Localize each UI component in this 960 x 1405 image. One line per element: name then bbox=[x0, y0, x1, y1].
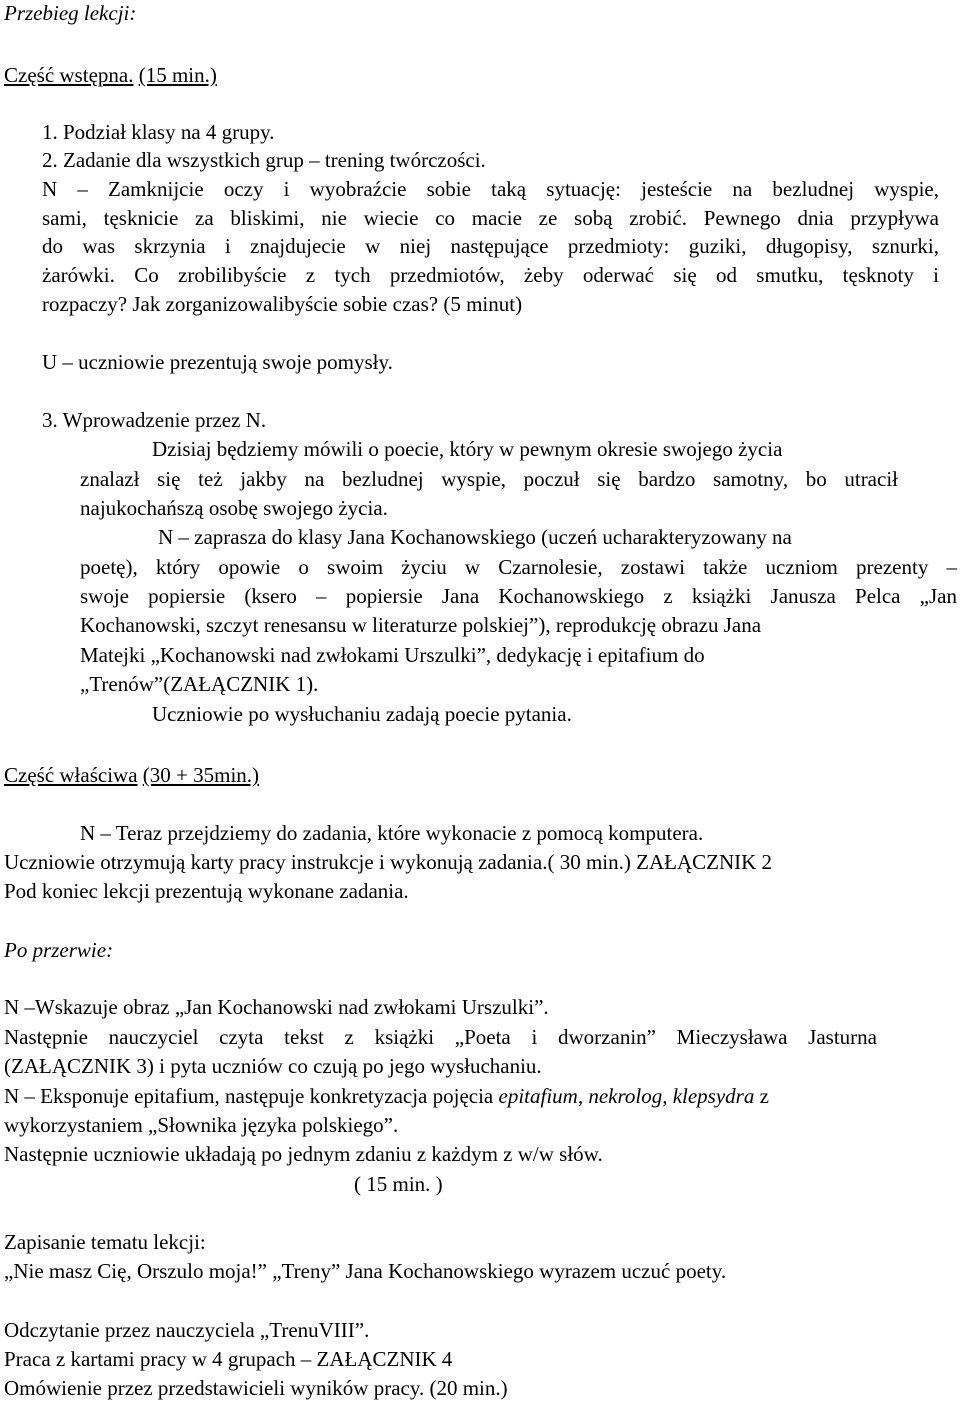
task-line: do was skrzynia i znajdujecie w niej następujące przedmioty: guziki, długopisy, sznurki, bbox=[42, 234, 939, 258]
list-item-3: 3. Wprowadzenie przez N. bbox=[42, 408, 267, 432]
epitaph-line bbox=[4, 1083, 769, 1109]
intro-section-time: (15 min.) bbox=[138, 63, 217, 87]
guest-paragraph-line: poetę), który opowie o swoim życiu w Czarnolesie, zostawi także uczniom prezenty – bbox=[80, 555, 957, 579]
lesson-flow-heading: Przebieg lekcji: bbox=[4, 1, 137, 25]
guest-paragraph-line: N – zaprasza do klasy Jana Kochanowskiego (uczeń ucharakteryzowany na bbox=[158, 525, 792, 549]
after-break-line: Następnie uczniowie układają po jednym zdaniu z każdym z w/w słów. bbox=[4, 1142, 603, 1166]
main-section-time: (30 + 35min.) bbox=[142, 763, 260, 787]
main-section-line: Uczniowie otrzymują karty pracy instrukcje i wykonują zadania.( 30 min.) ZAŁĄCZNIK 2 bbox=[4, 850, 773, 874]
epitaph-line-start: N – Eksponuje epitafium, następuje konkretyzacja pojęcia bbox=[4, 1084, 499, 1108]
after-break-line: wykorzystaniem „Słownika języka polskiego”. bbox=[4, 1113, 399, 1137]
list-item-1: 1. Podział klasy na 4 grupy. bbox=[42, 120, 275, 144]
task-line: żarówki. Co zrobilibyście z tych przedmiotów, żeby oderwać się od smutku, tęsknoty i bbox=[42, 263, 939, 287]
guest-paragraph-line: swoje popiersie (ksero – popiersie Jana Kochanowskiego z książki Janusza Pelca „Jan bbox=[80, 584, 957, 608]
after-break-line: (ZAŁĄCZNIK 3) i pyta uczniów co czują po jego wysłuchaniu. bbox=[4, 1054, 542, 1078]
intro-paragraph-line: Dzisiaj będziemy mówili o poecie, który w pewnym okresie swojego życia bbox=[152, 437, 783, 461]
list-item-2: 2. Zadanie dla wszystkich grup – trening twórczości. bbox=[42, 148, 486, 172]
epitaph-line-end: z bbox=[754, 1084, 769, 1108]
after-break-line: Następnie nauczyciel czyta tekst z książki „Poeta i dworzanin” Mieczysława Jasturna bbox=[4, 1025, 877, 1049]
topic-heading: Zapisanie tematu lekcji: bbox=[4, 1230, 206, 1254]
main-section-line: Pod koniec lekcji prezentują wykonane zadania. bbox=[4, 879, 409, 903]
intro-paragraph-line: najukochańszą osobę swojego życia. bbox=[80, 496, 388, 520]
after-break-heading: Po przerwie: bbox=[4, 938, 114, 962]
closing-line: Praca z kartami pracy w 4 grupach – ZAŁĄCZNIK 4 bbox=[4, 1347, 453, 1371]
students-present-line: U – uczniowie prezentują swoje pomysły. bbox=[42, 350, 393, 374]
closing-line: Omówienie przez przedstawicieli wyników pracy. (20 min.) bbox=[4, 1376, 508, 1400]
after-break-time: ( 15 min. ) bbox=[354, 1172, 443, 1196]
main-section-line: N – Teraz przejdziemy do zadania, które wykonacie z pomocą komputera. bbox=[80, 821, 704, 845]
closing-line: Odczytanie przez nauczyciela „TrenuVIII”. bbox=[4, 1318, 370, 1342]
guest-paragraph-line: „Trenów”(ZAŁĄCZNIK 1). bbox=[80, 672, 319, 696]
task-line: sami, tęsknicie za bliskimi, nie wiecie co macie ze sobą zrobić. Pewnego dnia przypływa bbox=[42, 206, 939, 230]
guest-paragraph-line: Matejki „Kochanowski nad zwłokami Urszulki”, dedykację i epitafium do bbox=[80, 643, 705, 667]
task-line: rozpaczy? Jak zorganizowalibyście sobie czas? (5 minut) bbox=[42, 292, 523, 316]
questions-line: Uczniowie po wysłuchaniu zadają poecie pytania. bbox=[152, 702, 572, 726]
after-break-line: N –Wskazuje obraz „Jan Kochanowski nad zwłokami Urszulki”. bbox=[4, 995, 549, 1019]
topic-text: „Nie masz Cię, Orszulo moja!” „Treny” Jana Kochanowskiego wyrazem uczuć poety. bbox=[4, 1259, 727, 1283]
guest-paragraph-line: Kochanowski, szczyt renesansu w literaturze polskiej”), reprodukcję obrazu Jana bbox=[80, 613, 762, 637]
epitaph-terms: epitafium, nekrolog, klepsydra bbox=[498, 1084, 755, 1108]
main-section-heading bbox=[4, 762, 259, 788]
main-section-title: Część właściwa bbox=[4, 763, 138, 787]
task-line: N – Zamknijcie oczy i wyobraźcie sobie taką sytuację: jesteście na bezludnej wyspie, bbox=[42, 177, 939, 201]
intro-section-heading bbox=[4, 62, 217, 88]
intro-paragraph-line: znalazł się też jakby na bezludnej wyspie, poczuł się bardzo samotny, bo utracił bbox=[80, 467, 898, 491]
intro-section-title: Część wstępna. bbox=[4, 63, 134, 87]
